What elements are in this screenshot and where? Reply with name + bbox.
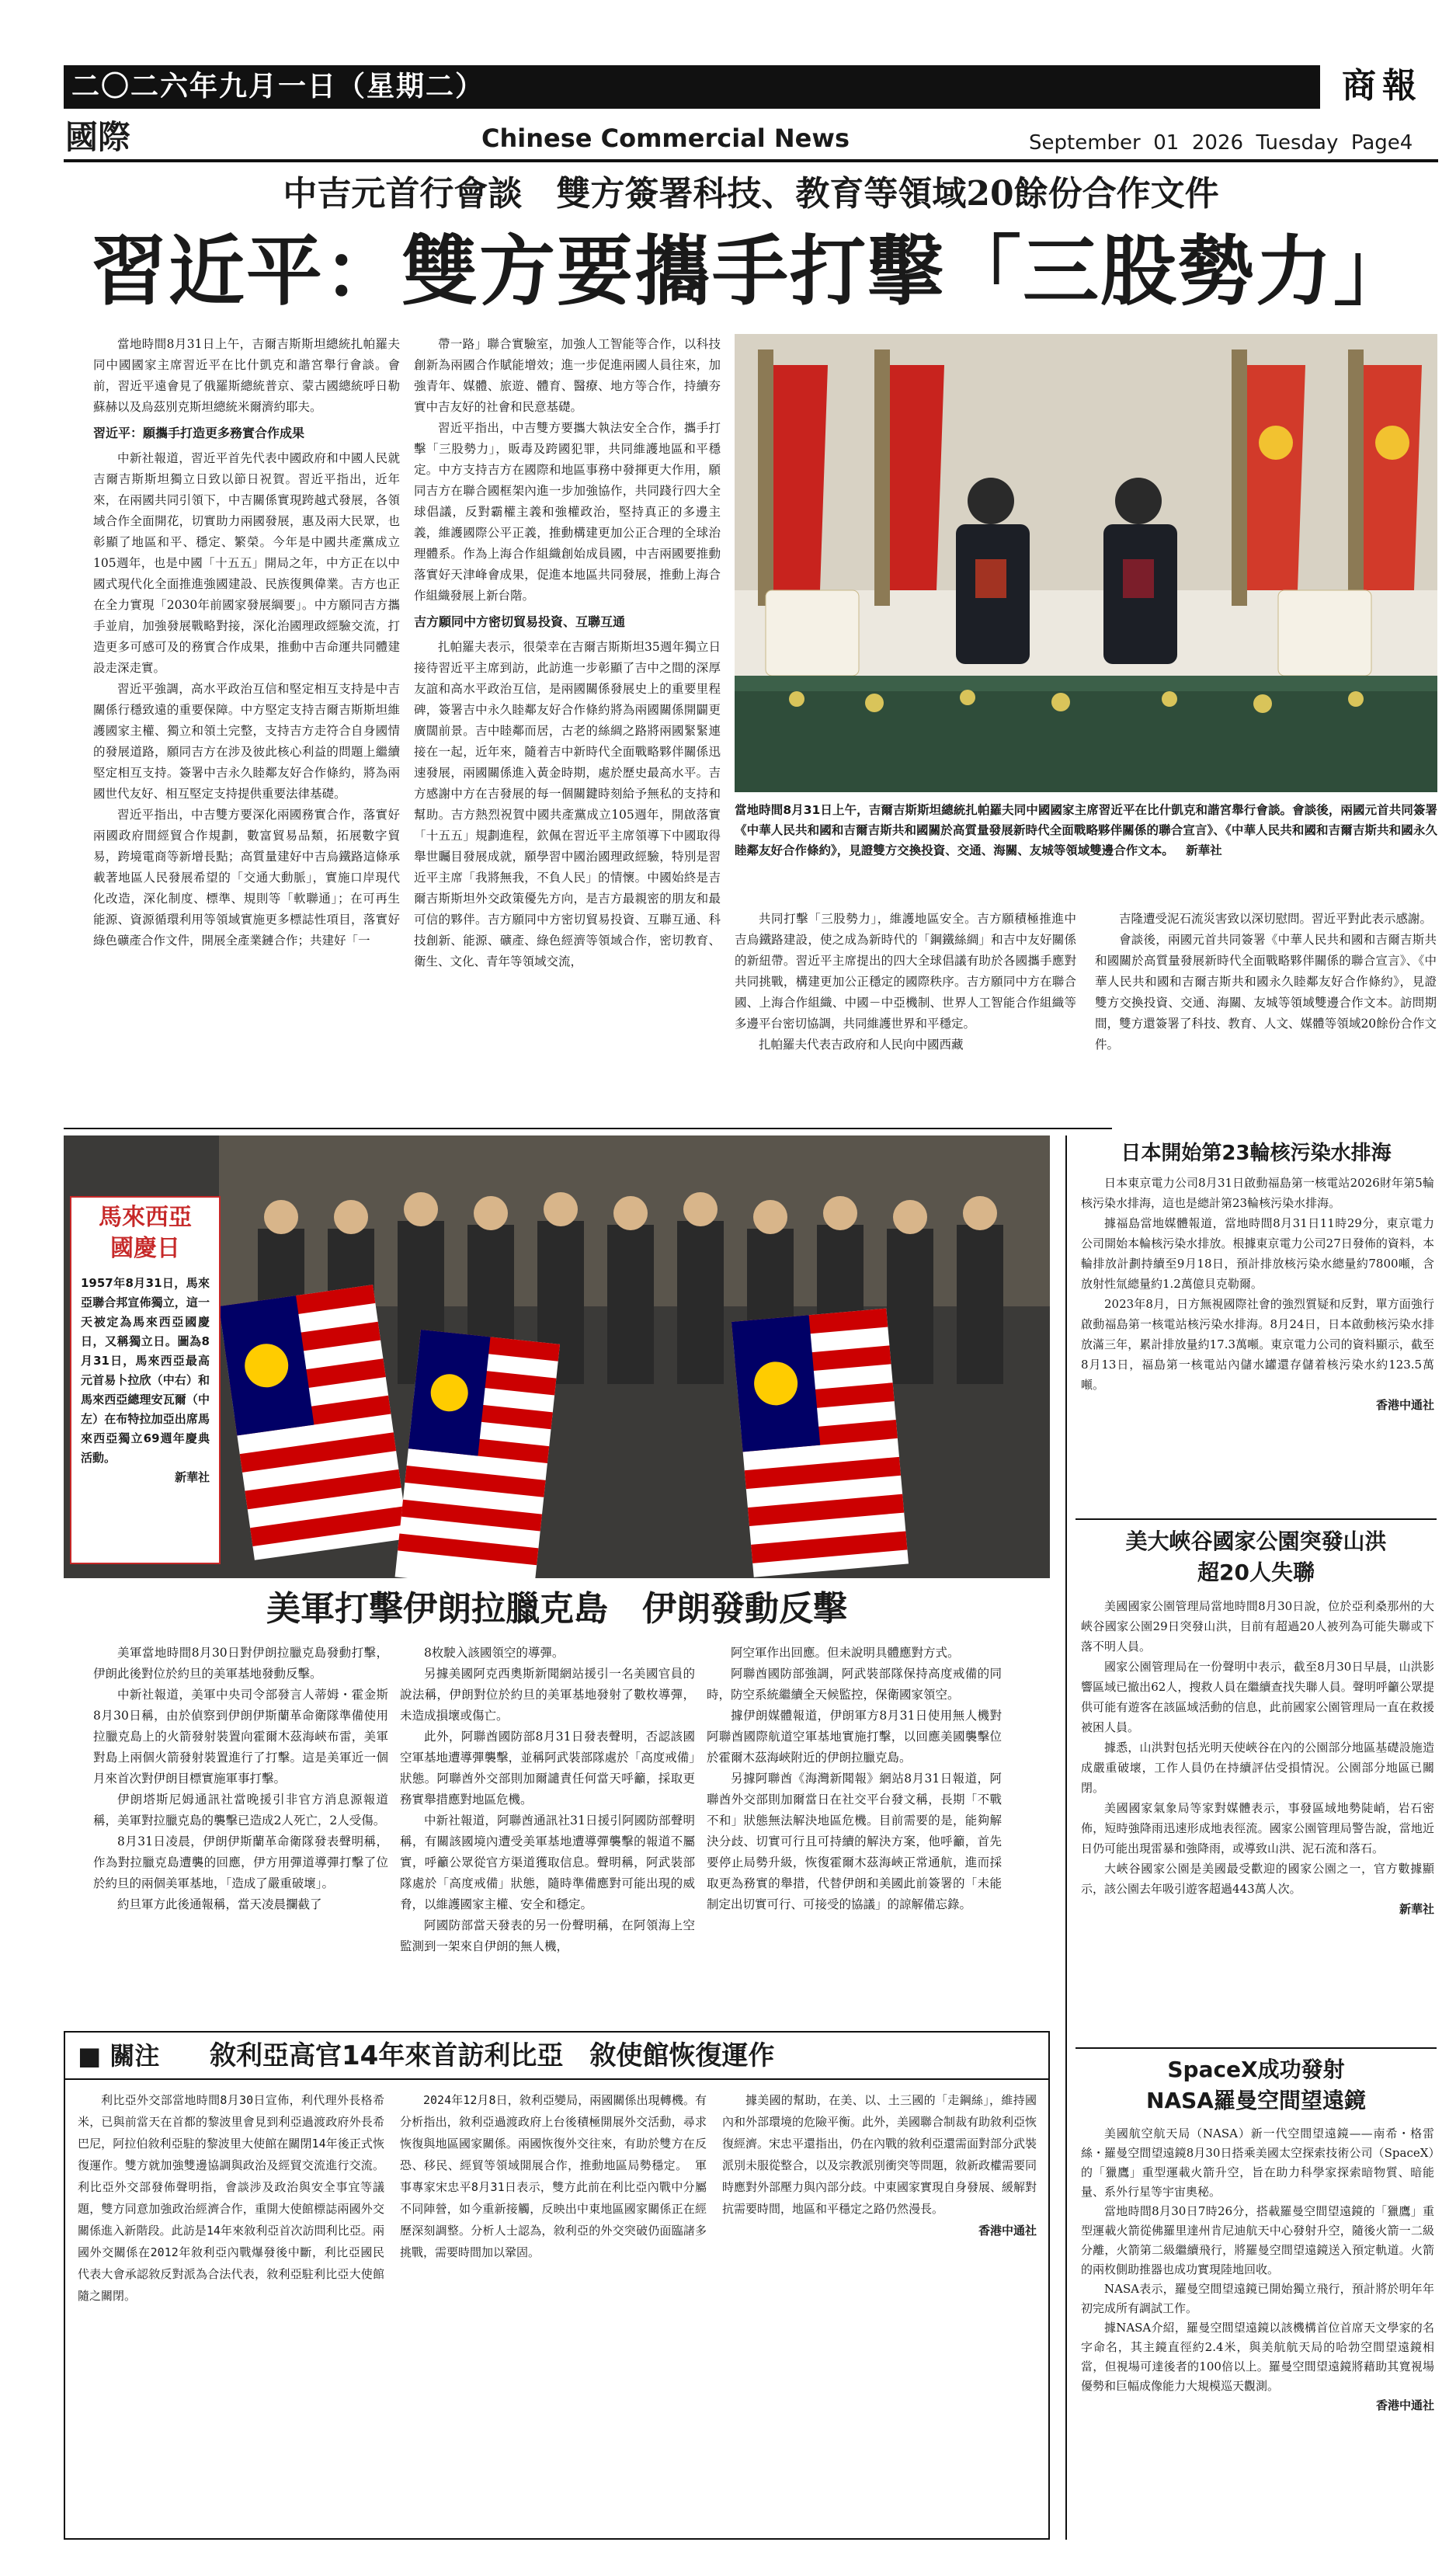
iran-paragraph: 阿國防部當天發表的另一份聲明稱，在阿領海上空監測到一架來自伊朗的無人機， <box>400 1918 695 1953</box>
iran-paragraph: 伊朗塔斯尼姆通訊社當晚援引非官方消息源報道稱，美軍對拉臘克島的襲擊已造成2人死亡，2人受傷。 <box>93 1793 388 1827</box>
libya-column-1 <box>78 2089 384 2532</box>
japan-headline: 日本開始第23輪核污染水排海 <box>1121 1142 1392 1165</box>
chinese-flag <box>758 350 828 606</box>
lead-paragraph: 習近平指出，中吉雙方要深化兩國務實合作，落實好兩國政府間經貿合作規劃，數富貿易品類，拓展數字貿易，跨境電商等新增長點；高質量建好中吉烏鐵路這條承載著地區人民發展希望的「交通大動脈」，實施口岸現代化改造，深化制度、標準、規則等「軟聯通」；在可再生能源、資源循環利用等領域實施更多標誌性項目，落實好綠色礦產合作文件，開展全產業鏈合作；共建好「一 <box>93 808 400 948</box>
lead-subhead: 習近平：願攜手打造更多務實合作成果 <box>93 426 305 440</box>
kyrgyz-flag <box>1348 350 1422 606</box>
libya-label: ■ 關注 <box>78 2041 160 2071</box>
iran-paragraph: 阿空軍作出回應。但未說明具體應對方式。 <box>731 1646 960 1660</box>
libya-paragraph: 2024年12月8日，敘利亞變局，兩國關係出現轉機。有分析指出，敘利亞過渡政府上台後積極開展外交活動，尋求恢復與地區國家關係。兩國恢復外交往來，有助於雙方在反恐、移民、經貿等領域開展合作，推動地區局勢穩定。 軍事專家宋忠平8月31日表示，雙方此前在利比亞內戰中分屬不同陣營，如今重新接觸，反映出中東地區國家關係正在經歷深刻調整。分析人士認為，敘利亞的外交突破仍面臨諸多挑戰，需要時間加以鞏固。 <box>400 2093 707 2259</box>
paper-logo: 商報 <box>1320 62 1444 110</box>
lead-paragraph: 扎帕羅夫表示，很榮幸在吉爾吉斯斯坦35週年獨立日接待習近平主席到訪，此訪進一步彰顯了吉中之間的深厚友誼和高水平政治互信，是兩國關係發展史上的重要里程碑，簽署吉中永久睦鄰友好合作條約將為兩國關係開闢更廣闊前景。吉中睦鄰而居，古老的絲綢之路將兩國緊緊連接在一起，近年來，隨着吉中新時代全面戰略夥伴關係迅速發展，兩國關係進入黃金時期，處於歷史最高水平。吉方感謝中方在吉發展的每一個關鍵時刻給予無私的支持和幫助。吉方熱烈祝賀中國共產黨成立105週年，開啟落實「十五五」規劃進程，欽佩在習近平主席領導下中國取得舉世矚目發展成就，願學習中國治國理政經驗，特別是習近平主席「我將無我，不負人民」的情懷。中國始終是吉爾吉斯斯坦外交政策優先方向，是吉方最親密的朋友和最可信的夥伴。吉方願同中方密切貿易投資、互聯互通、科技創新、能源、礦產、綠色經濟等領域合作，密切教育、衛生、文化、青年等領域交流， <box>414 640 721 969</box>
iran-paragraph: 阿聯酋國防部強調，阿武裝部隊保持高度戒備的同時，防空系統繼續全天候監控，保衛國家領空。 <box>707 1667 1002 1702</box>
spacex-paragraph: 美國航空航天局（NASA）新一代空間望遠鏡——南希・格雷絲・羅曼空間望遠鏡8月30日搭乘美國太空探索技術公司（SpaceX）的「獵鷹」重型運載火箭升空，旨在助力科學家探索暗物質、暗能量、系外行星等宇宙奧秘。 <box>1081 2127 1434 2199</box>
iran-paragraph: 此外，阿聯酋國防部8月31日發表聲明，否認該國空軍基地遭導彈襲擊，並稱阿武裝部隊處於「高度戒備」狀態。阿聯酋外交部則加爾譴責任何當天呼籲，採取更務實舉措應對地區危機。 <box>400 1730 695 1807</box>
lead-paragraph: 習近平指出，中吉雙方要攜大執法安全合作，攜手打擊「三股勢力」，販毒及跨國犯罪，共同維護地區和平穩定。中方支持吉方在國際和地區事務中發揮更大作用，願同吉方在聯合國框架內進一步加強協作，共同踐行四大全球倡議，反對霸權主義和強權政治，堅持真正的多邊主義，維護國際公平正義，推動構建更加公正合理的全球治理體系。作為上海合作組織創始成員國，中吉兩國要推動落實好天津峰會成果，促進本地區共同發展，推動上海合作組織發展上新台階。 <box>414 421 721 603</box>
lead-paragraph: 帶一路」聯合實驗室，加強人工智能等合作，以科技創新為兩國合作賦能增效；進一步促進兩國人員往來，加強青年、媒體、旅遊、體育、醫療、地方等合作，持續夯實中吉友好的社會和民意基礎。 <box>414 337 721 414</box>
libya-headline: 敘利亞高官14年來首訪利比亞 敘使館恢復運作 <box>210 2040 775 2071</box>
libya-paragraph: 利比亞外交部當地時間8月30日宣佈，利代理外長格希米，已與前當天在首都的黎波里會見到利亞過渡政府外長希巴尼，阿拉伯敘利亞駐的黎波里大使館在關閉14年後正式恢復運作。雙方就加強雙邊協調與政治及經貿交流進行交流。利比亞外交部發佈聲明指，會談涉及政治與安全事宜等議題，雙方同意加強政治經濟合作，重開大使館標誌兩國外交關係進入新階段。此訪是14年來敘利亞首次訪問利比亞。兩國外交關係在2012年敘利亞內戰爆發後中斷，利比亞國民代表大會承認敘反對派為合法代表，敘利亞駐利比亞大使館隨之關閉。 <box>78 2093 384 2303</box>
lead-paragraph: 會談後，兩國元首共同簽署《中華人民共和國和吉爾吉斯共和國關於高質量發展新時代全面戰略夥伴關係的聯合宣言》、《中華人民共和國和吉爾吉斯共和國永久睦鄰友好合作條約》，見證雙方交換投資、交通、海關、友城等領域雙邊合作文本。訪問期間，雙方還簽署了科技、教育、人文、媒體等領域20餘份合作文件。 <box>1095 933 1437 1052</box>
spacex-credit: 香港中通社 <box>1375 2398 1434 2412</box>
lead-paragraph: 習近平強調，高水平政治互信和堅定相互支持是中吉關係行穩致遠的重要保障。中方堅定支持吉爾吉斯斯坦維護國家主權、獨立和領土完整，支持吉方走符合自身國情的發展道路，願同吉方在涉及彼此核心利益的問題上繼續堅定相互支持。簽署中吉永久睦鄰友好合作條約，將為兩國世代友好、相互堅定支持提供重要法律基礎。 <box>93 682 400 801</box>
malaysia-caption-text: 1957年8月31日，馬來亞聯合邦宣佈獨立，這一天被定為馬來西亞國慶日，又稱獨立日。圖為8月31日，馬來西亞最高元首易卜拉欣（中右）和馬來西亞總理安瓦爾（中左）在布特拉加亞出席馬來西亞獨立69週年慶典活動。 <box>81 1276 210 1465</box>
libya-paragraph: 據美國的幫助，在美、以、土三國的「走鋼絲」，維持國內和外部環境的危險平衡。此外，美國聯合制裁有助敘利亞恢復經濟。宋忠平還指出，仍在內戰的敘利亞還需面對部分武裝派別未服從整合，以及宗教派別衝突等問題，敘新政權需要同時應對外部壓力與內部分歧。中東國家實現自身發展、緩解對抗需要時間，地區和平穩定之路仍然漫長。 <box>722 2093 1037 2216</box>
libya-credit: 香港中通社 <box>978 2224 1037 2238</box>
caption-text: 當地時間8月31日上午，吉爾吉斯斯坦總統扎帕羅夫同中國國家主席習近平在比什凱克和諧宮舉行會談。會談後，兩國元首共同簽署《中華人民共和國和吉爾吉斯共和國關於高質量發展新時代全面戰略夥伴關係的聯合宣言》、《中華人民共和國和吉爾吉斯共和國永久睦鄰友好合作條約》，見證雙方交換投資、交通、海關、友城等領域雙邊合作文本。 <box>735 803 1437 857</box>
iran-column-3 <box>707 1643 1002 2031</box>
iran-paragraph: 另據阿聯酋《海灣新聞報》網站8月31日報道，阿聯酋外交部則加爾當日在社交平台發文稱，長期「不戰不和」狀態無法解決地區危機。目前需要的是，能夠解決分歧、切實可行且可持續的解決方案，他呼籲，首先要停止局勢升級，恢復霍爾木茲海峽正常通航，進而採取更為務實的舉措，代替伊朗和美國此前簽署的「未能制定出切實可行、可接受的協議」的諒解備忘錄。 <box>707 1772 1002 1911</box>
malaysia-title-line1: 馬來西亞 <box>99 1204 192 1231</box>
grandcanyon-paragraph: 美國國家氣象局等家對媒體表示，事發區域地勢陡峭，岩石密佈，短時強降雨迅速形成地表徑流。國家公園管理局警告說，當地近日仍可能出現雷暴和強降雨，或導致山洪、泥石流和落石。 <box>1081 1801 1434 1855</box>
malaysian-flag <box>731 1309 909 1577</box>
lead-column-2 <box>414 334 721 1118</box>
date-cn: 二〇二六年九月一日（星期二） <box>71 71 485 103</box>
malaysia-credit: 新華社 <box>174 1470 210 1484</box>
grandcanyon-headline <box>1075 1526 1437 1588</box>
lead-paragraph: 當地時間8月31日上午，吉爾吉斯斯坦總統扎帕羅夫同中國國家主席習近平在比什凱克和諧宮舉行會談。會前，習近平遠會見了俄羅斯總統普京、蒙古國總統呼日勒蘇赫以及烏茲別克斯坦總統米爾濟約耶夫。 <box>93 337 400 414</box>
sidebar-rule <box>1075 2047 1437 2049</box>
iran-paragraph: 中新社報道，阿聯酋通訊社31日援引阿國防部聲明稱，有關該國境內遭受美軍基地遭導彈襲擊的報道不屬實，呼籲公眾從官方渠道獲取信息。聲明稱，阿武裝部隊處於「高度戒備」狀態，隨時準備應對可能出現的威脅，以維護國家主權、安全和穩定。 <box>400 1814 695 1911</box>
section-rule <box>64 1128 1112 1129</box>
lead-column-4 <box>1095 909 1437 1118</box>
iran-paragraph: 另據美國阿克西奧斯新聞網站援引一名美國官員的說法稱，伊朗對位於約旦的美軍基地發射了數枚導彈，未造成損壞或傷亡。 <box>400 1667 695 1723</box>
spacex-paragraph: NASA表示，羅曼空間望遠鏡已開始獨立飛行，預計將於明年年初完成所有調試工作。 <box>1081 2282 1434 2315</box>
japan-paragraph: 日本東京電力公司8月31日啟動福島第一核電站2026財年第5輪核污染水排海，這也是總計第23輪核污染水排海。 <box>1081 1176 1434 1210</box>
libya-column-3 <box>722 2089 1037 2532</box>
spacex-headline-line1: SpaceX成功發射 <box>1167 2057 1345 2082</box>
lead-column-1 <box>93 334 400 1118</box>
spacex-paragraph: 據NASA介紹，羅曼空間望遠鏡以該機構首位首席天文學家的名字命名，其主鏡直徑約2.4米，與美航航天局的哈勃空間望遠鏡相當，但視場可達後者的100倍以上。羅曼空間望遠鏡將藉助其寬視場優勢和巨幅成像能力大規模巡天觀測。 <box>1081 2321 1434 2393</box>
libya-rule <box>64 2078 1050 2080</box>
japan-credit: 香港中通社 <box>1375 1398 1434 1412</box>
iran-paragraph: 8枚駛入該國領空的導彈。 <box>424 1646 565 1660</box>
grandcanyon-paragraph: 據悉，山洪對包括光明天使峽谷在內的公園部分地區基礎設施造成嚴重破壞，工作人員仍在持續評估受損情況。公園部分地區已關閉。 <box>1081 1741 1434 1795</box>
iran-paragraph: 據伊朗媒體報道，伊朗軍方8月31日使用無人機對阿聯酋國際航道空軍基地實施打擊，以回應美國襲擊位於霍爾木茲海峽附近的伊朗拉臘克島。 <box>707 1709 1002 1765</box>
spacex-body <box>1081 2124 1434 2547</box>
malaysian-flag <box>395 1330 560 1578</box>
kyrgyz-flag <box>1232 350 1305 606</box>
lead-kicker: 中吉元首行會談 雙方簽署科技、教育等領域20餘份合作文件 <box>283 174 1219 214</box>
malaysia-title-line2: 國慶日 <box>110 1235 180 1262</box>
iran-paragraph: 中新社報道，美軍中央司令部發言人蒂姆・霍金斯8月30日稱，由於偵察到伊朗伊斯蘭革命衛隊準備使用拉臘克島上的火箭發射裝置向霍爾木茲海峽布雷，美軍對島上兩個火箭發射裝置進行了打擊。這是美軍近一個月來首次對伊朗目標實施軍事打擊。 <box>93 1688 388 1786</box>
malaysia-caption <box>81 1274 210 1561</box>
lead-column-3 <box>735 909 1076 1118</box>
lead-paragraph: 共同打擊「三股勢力」，維護地區安全。吉方願積極推進中吉烏鐵路建設，使之成為新時代的「鋼鐵絲綢」和吉中友好關係的新紐帶。習近平主席提出的四大全球倡議有助於各國攜手應對共同挑戰，構建更加公正穩定的國際秩序。吉方願同中方在聯合國、上海合作組織、中國－中亞機制、世界人工智能合作組織等多邊平台密切協調，共同維護世界和平穩定。 <box>735 912 1076 1031</box>
lead-headline: 習近平：雙方要攜手打擊「三股勢力」 <box>90 228 1411 316</box>
lead-paragraph: 扎帕羅夫代表吉政府和人民向中國西藏 <box>759 1038 964 1052</box>
japan-paragraph: 2023年8月，日方無視國際社會的強烈質疑和反對，單方面強行啟動福島第一核電站核污染水排海。8月24日，日本啟動核污染水排放滿三年，累計排放量約17.3萬噸。東京電力公司的資料顯示，截至8月13日，福島第一核電站內儲水罐還存儲着核污染水約123.5萬噸。 <box>1081 1297 1434 1392</box>
paper-name-en: Chinese Commercial News <box>481 123 850 153</box>
spacex-paragraph: 當地時間8月30日7時26分，搭載羅曼空間望遠鏡的「獵鷹」重型運載火箭從佛羅里達州肯尼迪航天中心發射升空，隨後火箭一二級分離，火箭第二級繼續飛行，將羅曼空間望遠鏡送入預定軌道。火箭的兩枚側助推器也成功實現陸地回收。 <box>1081 2204 1434 2276</box>
section-title: 國際 <box>65 118 131 156</box>
chinese-flag <box>874 350 944 606</box>
libya-column-2 <box>400 2089 707 2532</box>
iran-headline: 美軍打擊伊朗拉臘克島 伊朗發動反擊 <box>266 1589 847 1629</box>
masthead-rule <box>64 159 1438 162</box>
iran-column-1 <box>93 1643 388 2031</box>
spacex-headline-line2: NASA羅曼空間望遠鏡 <box>1146 2088 1366 2113</box>
grandcanyon-headline-line2: 超20人失聯 <box>1197 1560 1315 1585</box>
sidebar-rule <box>1075 1518 1437 1520</box>
grandcanyon-paragraph: 美國國家公園管理局當地時間8月30日說，位於亞利桑那州的大峽谷國家公園29日突發山洪，目前有超過20人被列為可能失聯或下落不明人員。 <box>1081 1599 1434 1654</box>
lead-photo-caption <box>735 800 1437 901</box>
grandcanyon-paragraph: 國家公園管理局在一份聲明中表示，截至8月30日早晨，山洪影響區域已撤出62人，搜救人員在繼續查找失聯人員。聲明呼籲公眾提供可能有遊客在該區域活動的信息，此前國家公園管理局一直在救援被困人員。 <box>1081 1660 1434 1734</box>
sidebar-divider <box>1065 1135 1067 2540</box>
lead-paragraph: 吉隆遭受泥石流災害致以深切慰問。習近平對此表示感謝。 <box>1119 912 1433 926</box>
spacex-headline <box>1075 2054 1437 2116</box>
grandcanyon-paragraph: 大峽谷國家公園是美國最受歡迎的國家公園之一，官方數據顯示，該公園去年吸引遊客超過443萬人次。 <box>1081 1862 1434 1896</box>
iran-column-2 <box>400 1643 695 2031</box>
grandcanyon-headline-line1: 美大峽谷國家公園突發山洪 <box>1125 1528 1387 1554</box>
grandcanyon-body <box>1081 1596 1434 2043</box>
caption-credit: 新華社 <box>1186 843 1222 857</box>
malaysia-title <box>70 1202 221 1264</box>
japan-paragraph: 據福島當地媒體報道，當地時間8月31日11時29分，東京電力公司開始本輪核污染水排放。根據東京電力公司27日發佈的資料，本輪排放計劃持續至9月18日，預計排放核污染水總量約7800噸，含放射性氚總量約1.2萬億貝克勒爾。 <box>1081 1216 1434 1291</box>
iran-paragraph: 約旦軍方此後通報稱，當天凌晨攔截了 <box>117 1897 322 1911</box>
lead-paragraph: 中新社報道，習近平首先代表中國政府和中國人民就吉爾吉斯斯坦獨立日致以節日祝賀。習近平指出，近年來，在兩國共同引領下，中吉關係實現跨越式發展，各領域合作全面開花，切實助力兩國發展，惠及兩大民眾，也彰顯了地區和平、穩定、繁榮。今年是中國共產黨成立105週年，也是中國「十五五」開局之年，中方正在以中國式現代化全面推進強國建設、民族復興偉業。吉方也正在全力實現「2030年前國家發展綱要」。中方願同吉方攜手並肩，加強發展戰略對接，深化治國理政經驗交流，打造更多可感可及的務實合作成果，推動中吉命運共同體建設走深走實。 <box>93 451 400 675</box>
iran-paragraph: 8月31日凌晨，伊朗伊斯蘭革命衛隊發表聲明稱，作為對拉臘克島遭襲的回應，伊方用彈道導彈打擊了位於約旦的兩個美軍基地，「造成了嚴重破壞」。 <box>93 1834 388 1890</box>
lead-subhead: 吉方願同中方密切貿易投資、互聯互通 <box>414 614 626 629</box>
grandcanyon-credit: 新華社 <box>1399 1902 1434 1916</box>
lead-photo <box>735 334 1437 792</box>
iran-paragraph: 美軍當地時間8月30日對伊朗拉臘克島發動打擊，伊朗此後對位於約旦的美軍基地發動反擊。 <box>93 1646 388 1681</box>
date-en: September 01 2026 Tuesday Page4 <box>1029 131 1413 155</box>
japan-body <box>1081 1173 1434 1514</box>
